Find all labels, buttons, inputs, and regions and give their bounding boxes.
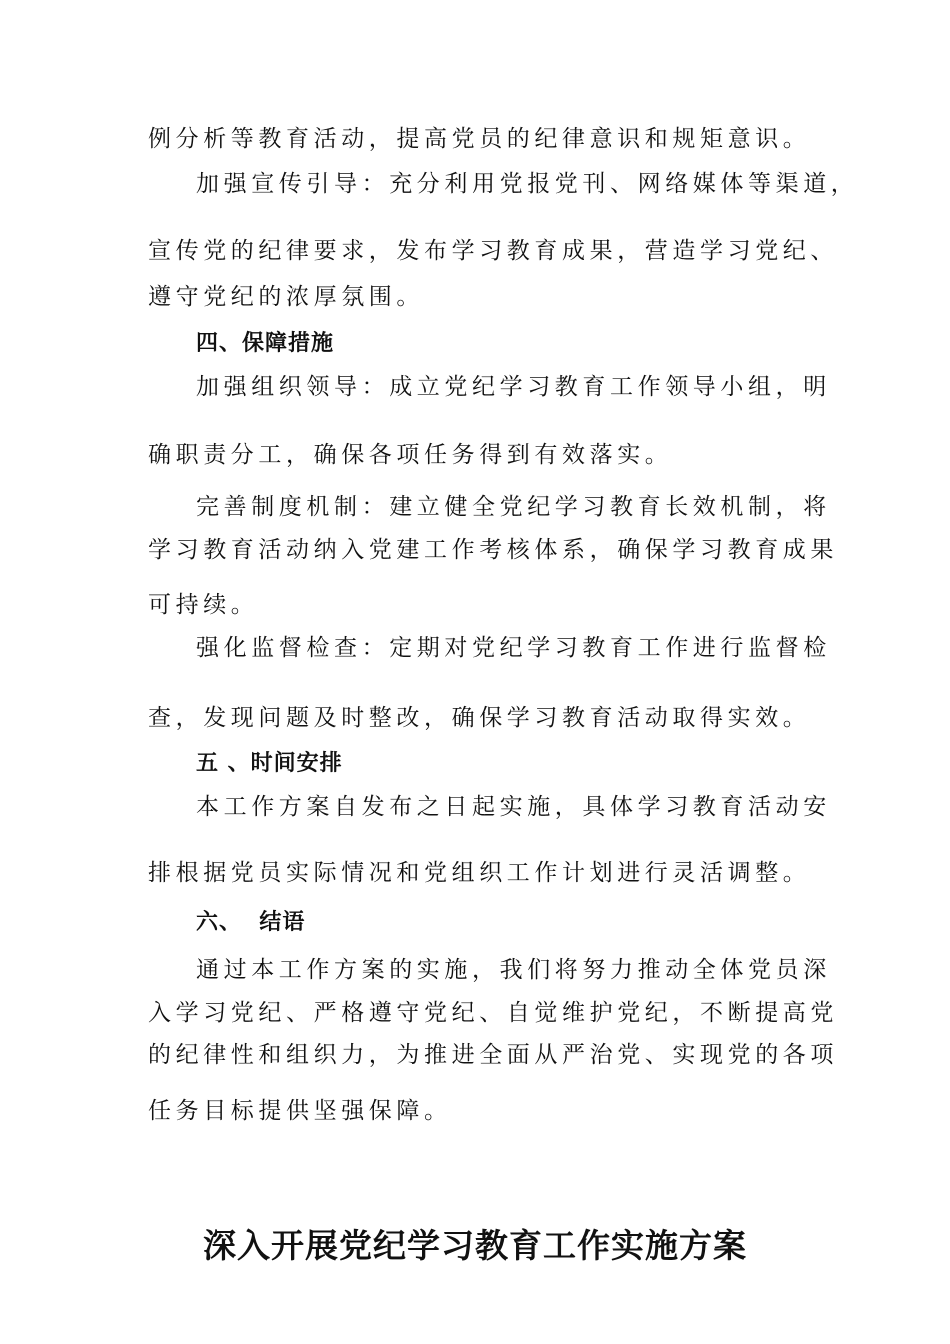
body-text-line: 完善制度机制：建立健全党纪学习教育长效机制，将 — [196, 494, 831, 520]
section-heading-safeguards: 四、保障措施 — [196, 331, 335, 356]
body-text-line: 的纪律性和组织力，为推进全面从严治党、实现党的各项 — [148, 1042, 838, 1068]
body-text-line: 强化监督检查：定期对党纪学习教育工作进行监督检 — [196, 635, 831, 661]
body-text-line: 宣传党的纪律要求，发布学习教育成果，营造学习党纪、 — [148, 238, 838, 264]
body-text-line: 通过本工作方案的实施，我们将努力推动全体党员深 — [196, 957, 831, 983]
body-text-line: 例分析等教育活动，提高党员的纪律意识和规矩意识。 — [148, 126, 811, 152]
body-text-line: 学习教育活动纳入党建工作考核体系，确保学习教育成果 — [148, 537, 838, 563]
body-text-line: 入学习党纪、严格遵守党纪、自觉维护党纪，不断提高党 — [148, 1000, 838, 1026]
body-text-line: 排根据党员实际情况和党组织工作计划进行灵活调整。 — [148, 860, 811, 886]
body-text-line: 可持续。 — [148, 592, 259, 618]
document-title: 深入开展党纪学习教育工作实施方案 — [203, 1226, 747, 1265]
body-text-line: 加强组织领导：成立党纪学习教育工作领导小组，明 — [196, 374, 831, 400]
section-heading-conclusion: 六、 结语 — [196, 910, 306, 935]
section-heading-schedule: 五 、时间安排 — [196, 751, 343, 776]
body-text-line: 加强宣传引导：充分利用党报党刊、网络媒体等渠道， — [196, 171, 859, 197]
body-text-line: 本工作方案自发布之日起实施，具体学习教育活动安 — [196, 794, 831, 820]
body-text-line: 确职责分工，确保各项任务得到有效落实。 — [148, 442, 673, 468]
body-text-line: 任务目标提供坚强保障。 — [148, 1098, 452, 1124]
body-text-line: 查，发现问题及时整改，确保学习教育活动取得实效。 — [148, 705, 811, 731]
body-text-line: 遵守党纪的浓厚氛围。 — [148, 284, 424, 310]
